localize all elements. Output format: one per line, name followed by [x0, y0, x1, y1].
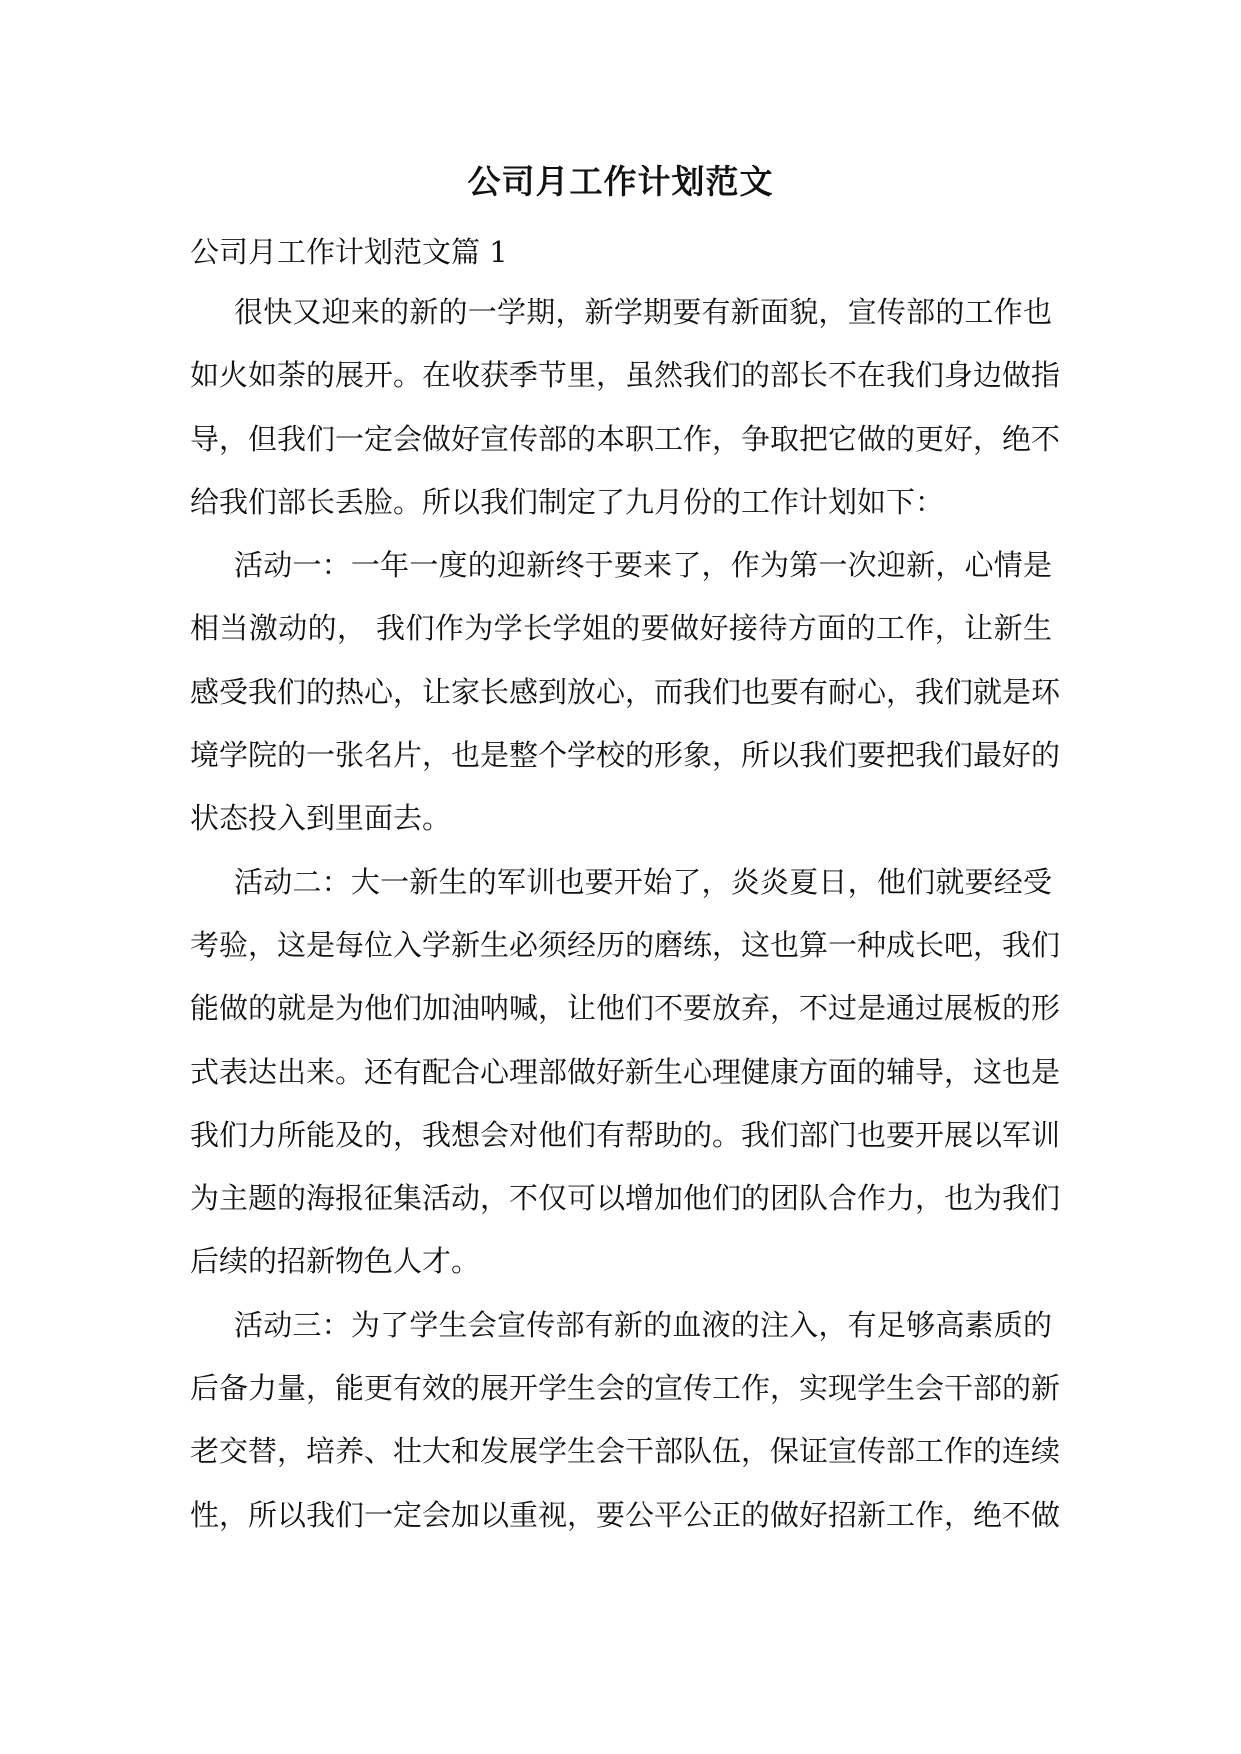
paragraph-line: 活动一：一年一度的迎新终于要来了，作为第一次迎新，心情是	[234, 548, 1052, 583]
paragraph-line: 性，所以我们一定会加以重视，要公平公正的做好招新工作，绝不做	[190, 1497, 1061, 1532]
paragraph-line: 导，但我们一定会做好宣传部的本职工作，争取把它做的更好，绝不	[190, 421, 1061, 456]
paragraph-line: 能做的就是为他们加油呐喊，让他们不要放弃，不过是通过展板的形	[190, 991, 1061, 1026]
document-body	[190, 290, 1061, 1556]
document-subtitle: 公司月工作计划范文篇 1	[190, 235, 508, 269]
paragraph-line: 后备力量，能更有效的展开学生会的宣传工作，实现学生会干部的新	[190, 1371, 1061, 1406]
paragraph-line: 如火如荼的展开。在收获季节里，虽然我们的部长不在我们身边做指	[190, 358, 1061, 393]
paragraph-line: 给我们部长丢脸。所以我们制定了九月份的工作计划如下：	[190, 484, 945, 519]
paragraph-line: 式表达出来。还有配合心理部做好新生心理健康方面的辅导，这也是	[190, 1054, 1061, 1089]
paragraph-line: 老交替，培养、壮大和发展学生会干部队伍，保证宣传部工作的连续	[190, 1434, 1061, 1469]
paragraph-line: 考验，这是每位入学新生必须经历的磨练，这也算一种成长吧，我们	[190, 927, 1061, 962]
paragraph-line: 状态投入到里面去。	[190, 801, 452, 836]
paragraph-line: 后续的招新物色人才。	[190, 1244, 481, 1279]
paragraph-line: 感受我们的热心，让家长感到放心，而我们也要有耐心，我们就是环	[190, 674, 1061, 709]
paragraph-line: 我们力所能及的，我想会对他们有帮助的。我们部门也要开展以军训	[190, 1117, 1061, 1152]
paragraph-line: 活动二：大一新生的军训也要开始了，炎炎夏日，他们就要经受	[234, 864, 1052, 899]
paragraph-line: 境学院的一张名片，也是整个学校的形象，所以我们要把我们最好的	[190, 738, 1061, 773]
paragraph-line: 为主题的海报征集活动，不仅可以增加他们的团队合作力，也为我们	[190, 1181, 1061, 1216]
paragraph-line: 很快又迎来的新的一学期，新学期要有新面貌，宣传部的工作也	[234, 295, 1052, 329]
paragraph-line: 活动三：为了学生会宣传部有新的血液的注入，有足够高素质的	[234, 1307, 1052, 1342]
document-title: 公司月工作计划范文	[467, 162, 774, 201]
paragraph-line: 相当激动的， 我们作为学长学姐的要做好接待方面的工作，让新生	[190, 611, 1052, 646]
